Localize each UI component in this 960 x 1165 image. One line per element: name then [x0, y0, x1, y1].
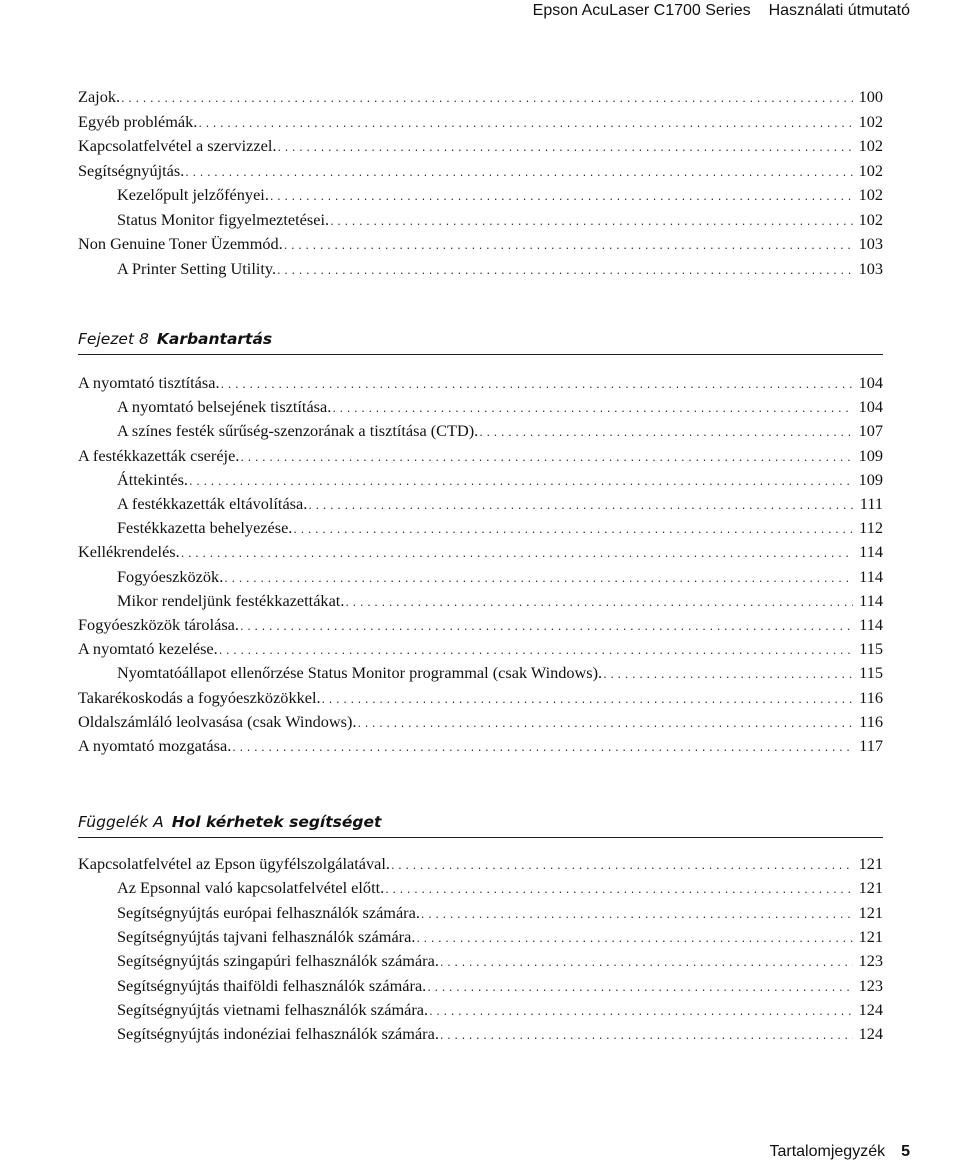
chapter-heading [78, 330, 883, 355]
toc-entry-page: 123 [858, 975, 883, 995]
toc-entry-title: A festékkazetták eltávolítása. [117, 494, 308, 513]
toc-entry-page: 114 [859, 542, 883, 562]
toc-entry-page: 102 [858, 160, 883, 180]
toc-entry-title: A nyomtató mozgatása. [78, 736, 232, 755]
toc-entry[interactable] [78, 86, 883, 108]
dot-leader [277, 259, 853, 281]
toc-entry[interactable] [78, 687, 883, 709]
toc-entry[interactable] [117, 566, 883, 588]
toc-entry-page: 107 [858, 421, 883, 441]
toc-entry-title: Mikor rendeljünk festékkazettákat. [117, 590, 345, 610]
toc-entry[interactable] [78, 638, 883, 660]
toc-entry-title: Segítségnyújtás vietnami felhasználók számára. [117, 999, 429, 1019]
dot-leader [603, 663, 853, 685]
toc-entry-title: Fogyóeszközök tárolása. [78, 615, 239, 634]
toc-entry-title: A festékkazetták cseréje. [78, 445, 240, 465]
toc-entry-title: Oldalszámláló leolvasása (csak Windows). [78, 711, 357, 731]
dot-leader [189, 470, 853, 492]
dot-leader [322, 688, 854, 710]
dot-leader [224, 567, 853, 589]
toc-entry-page: 103 [858, 258, 883, 278]
dot-leader [181, 542, 853, 564]
toc-entry-title: Non Genuine Toner Üzemmód. [78, 234, 283, 253]
toc-entry[interactable] [78, 853, 883, 875]
toc-entry-title: A színes festék sűrűség-szenzorának a tisztítása (CTD). [117, 421, 479, 441]
toc-entry[interactable] [117, 902, 883, 924]
dot-leader [391, 854, 853, 876]
toc-entry-title: Status Monitor figyelmeztetései. [117, 209, 330, 229]
toc-entry[interactable] [78, 372, 883, 394]
dot-leader [240, 446, 852, 468]
toc-entry[interactable] [78, 233, 883, 255]
dot-leader [232, 736, 853, 758]
toc-entry-title: Áttekintés. [117, 469, 188, 489]
toc-entry[interactable] [117, 975, 883, 997]
toc-entry-page: 102 [858, 136, 883, 155]
toc-entry-page: 114 [859, 615, 883, 634]
running-footer [769, 1141, 910, 1163]
dot-leader [219, 639, 853, 661]
toc-entry[interactable] [117, 396, 883, 418]
toc-entry-title: Kezelőpult jelzőfényei. [117, 185, 269, 204]
toc-entry-title: Segítségnyújtás európai felhasználók számára. [117, 902, 420, 922]
toc-entry-title: Segítségnyújtás tajvani felhasználók számára. [117, 926, 416, 946]
toc-entry-page: 124 [858, 999, 883, 1019]
appendix-heading [78, 813, 883, 838]
toc-entry-title: Segítségnyújtás thaiföldi felhasználók számára. [117, 975, 427, 995]
toc-entry[interactable] [117, 184, 883, 206]
dot-leader [416, 927, 852, 949]
toc-entry-title: Segítségnyújtás indonéziai felhasználók számára. [117, 1024, 439, 1044]
dot-leader [198, 112, 852, 134]
toc-entry-page: 115 [859, 639, 883, 659]
toc-entry-page: 114 [859, 566, 883, 586]
dot-leader [427, 976, 852, 998]
toc-entry[interactable] [117, 209, 883, 231]
toc-entry-title: Festékkazetta behelyezése. [117, 518, 293, 538]
toc-entry[interactable] [78, 111, 883, 133]
toc-entry[interactable] [78, 735, 883, 757]
toc-entry-title: Takarékoskodás a fogyóeszközökkel. [78, 687, 321, 707]
toc-entry-page: 103 [858, 234, 883, 253]
toc-entry-title: Fogyóeszközök. [117, 566, 224, 586]
toc-entry-title: A nyomtató kezelése. [78, 639, 218, 659]
dot-leader [240, 615, 853, 637]
footer-page-number: 5 [901, 1143, 910, 1160]
toc-entry[interactable] [117, 662, 883, 684]
toc-entry-page: 116 [859, 711, 883, 731]
dot-leader [440, 951, 853, 973]
toc-entry-page: 109 [858, 445, 883, 465]
toc-entry-title: A nyomtató tisztítása. [78, 373, 220, 392]
dot-leader [121, 87, 853, 109]
dot-leader [293, 518, 853, 540]
toc-entry[interactable] [117, 926, 883, 948]
toc-entry[interactable] [117, 420, 883, 442]
toc-entry-page: 115 [859, 663, 883, 683]
toc-entry[interactable] [78, 541, 883, 563]
toc-entry-page: 102 [858, 111, 883, 131]
toc-entry-page: 121 [858, 902, 883, 922]
dot-leader [277, 136, 852, 158]
toc-entry-page: 116 [859, 687, 883, 707]
toc-entry[interactable] [117, 1023, 883, 1045]
dot-leader [429, 1000, 853, 1022]
toc-entry[interactable] [117, 517, 883, 539]
toc-entry-page: 123 [858, 951, 883, 971]
toc-entry-title: Nyomtatóállapot ellenőrzése Status Monitor programmal (csak Windows). [117, 663, 603, 683]
toc-entry-page: 112 [859, 518, 883, 538]
dot-leader [270, 185, 853, 207]
toc-entry[interactable] [78, 445, 883, 467]
toc-entry-title: Egyéb problémák. [78, 111, 198, 131]
toc-entry[interactable] [78, 135, 883, 157]
toc-entry[interactable] [117, 469, 883, 491]
toc-entry-page: 104 [858, 373, 883, 392]
toc-entry[interactable] [117, 258, 883, 280]
toc-entry-title: Kapcsolatfelvétel az Epson ügyfélszolgálatával. [78, 854, 390, 873]
toc-entry-page: 121 [858, 854, 883, 873]
toc-entry-title: Kellékrendelés. [78, 542, 180, 562]
header-doc-title: Használati útmutató [768, 2, 910, 19]
dot-leader [332, 397, 852, 419]
toc-entry-page: 104 [858, 397, 883, 417]
dot-leader [284, 234, 853, 256]
toc-entry-title: Az Epsonnal való kapcsolatfelvétel előtt. [117, 878, 385, 898]
toc-entry-page: 124 [858, 1024, 883, 1044]
toc-entry-page: 111 [859, 494, 883, 513]
toc-entry[interactable] [78, 711, 883, 733]
toc-entry[interactable] [117, 950, 883, 972]
appendix-label: Függelék A [78, 813, 164, 831]
toc-entry-title: A Printer Setting Utility. [117, 258, 277, 278]
toc-entry[interactable] [117, 999, 883, 1021]
toc-entry-title: Segítségnyújtás. [78, 160, 185, 180]
dot-leader [185, 161, 852, 183]
toc-entry-page: 100 [858, 87, 883, 106]
toc-entry[interactable] [78, 614, 883, 636]
chapter-label: Fejezet 8 [78, 330, 149, 348]
toc-entry[interactable] [117, 493, 883, 515]
dot-leader [221, 373, 853, 395]
toc-entry-page: 102 [858, 185, 883, 204]
toc-entry[interactable] [78, 160, 883, 182]
dot-leader [440, 1024, 853, 1046]
dot-leader [330, 210, 853, 232]
chapter-name: Karbantartás [156, 330, 273, 348]
dot-leader [385, 878, 852, 900]
toc-entry[interactable] [117, 877, 883, 899]
toc-entry-title: Zajok. [78, 87, 121, 106]
toc-entry-title: Kapcsolatfelvétel a szervizzel. [78, 136, 277, 155]
footer-section: Tartalomjegyzék [769, 1143, 886, 1160]
toc-entry-title: A nyomtató belsejének tisztítása. [117, 397, 332, 417]
dot-leader [421, 903, 853, 925]
header-product: Epson AcuLaser C1700 Series [532, 2, 751, 19]
dot-leader [308, 494, 853, 516]
toc-entry-page: 114 [859, 590, 883, 610]
toc-entry-title: Segítségnyújtás szingapúri felhasználók számára. [117, 951, 439, 971]
toc-entry[interactable] [117, 590, 883, 612]
dot-leader [345, 591, 853, 613]
dot-leader [357, 712, 853, 734]
toc-entry-page: 121 [858, 878, 883, 898]
dot-leader [479, 421, 852, 443]
running-header [533, 0, 910, 22]
toc-entry-page: 117 [859, 736, 883, 755]
toc-entry-page: 102 [858, 209, 883, 229]
toc-entry-page: 109 [858, 469, 883, 489]
toc-entry-page: 121 [858, 926, 883, 946]
appendix-name: Hol kérhetek segítséget [171, 813, 382, 831]
